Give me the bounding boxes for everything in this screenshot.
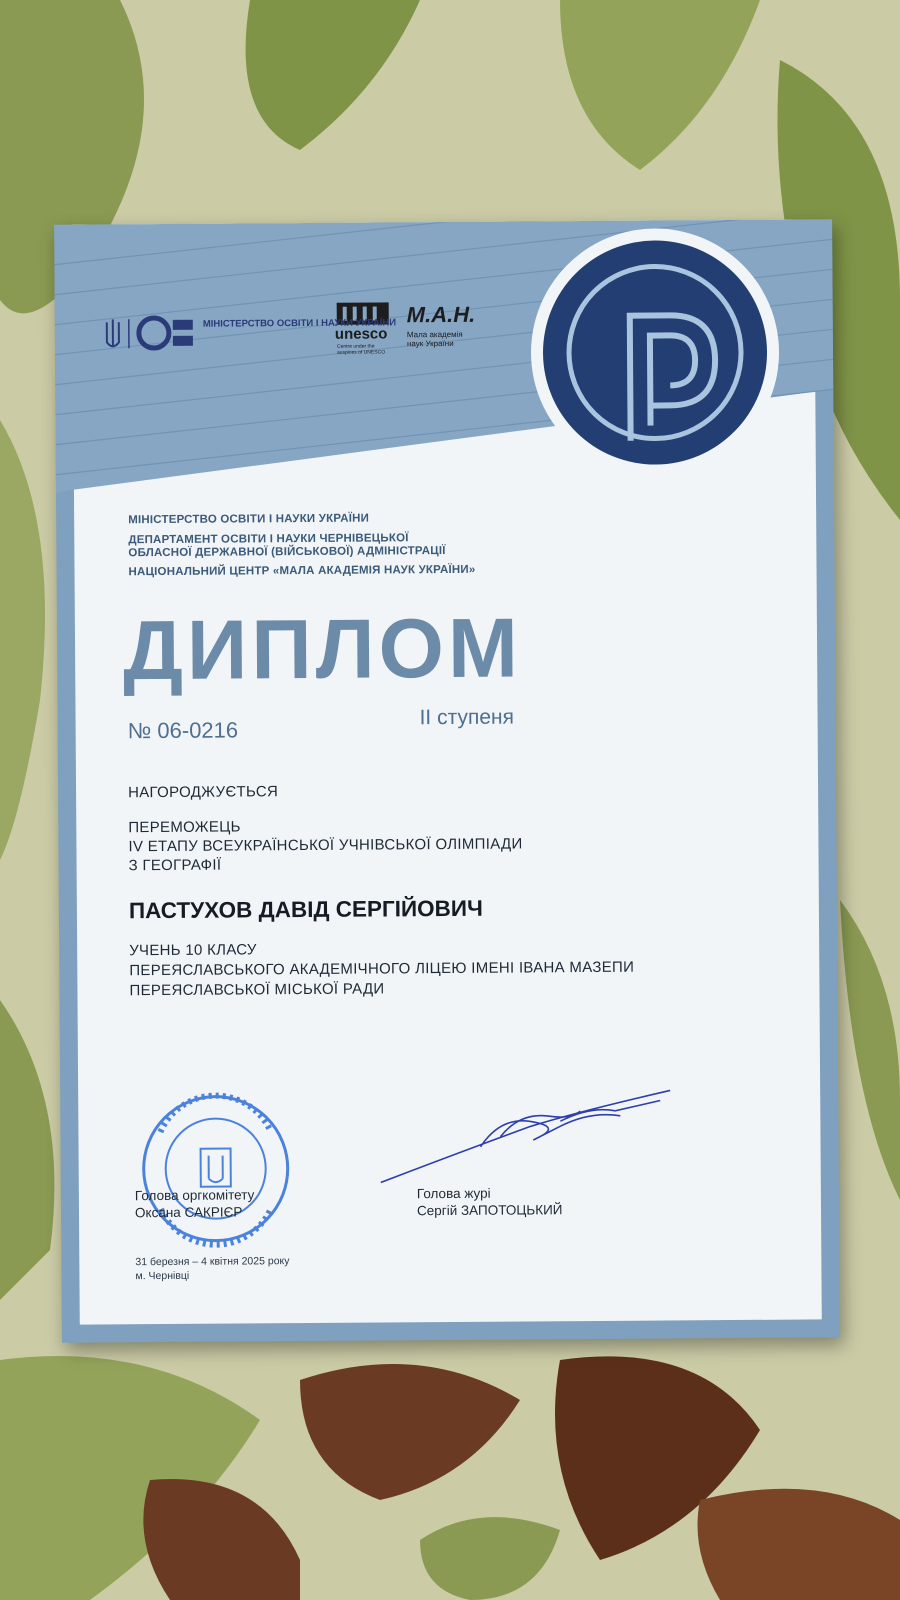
school-line-1: УЧЕНЬ 10 КЛАСУ [129, 941, 257, 960]
diploma-title: ДИПЛОМ [122, 600, 523, 698]
ministry-logo-text: МІНІСТЕРСТВО ОСВІТИ І НАУКИ УКРАЇНИ [202, 317, 397, 330]
achievement-line-3: З ГЕОГРАФІЇ [128, 856, 222, 875]
jury-head-role: Голова журі [416, 1185, 491, 1202]
organizer-line-1: МІНІСТЕРСТВО ОСВІТИ І НАУКИ УКРАЇНИ [128, 512, 370, 527]
org-committee-head-role: Голова оргкомітету [134, 1187, 255, 1204]
diploma-document [54, 219, 840, 1342]
school-line-2: ПЕРЕЯСЛАВСЬКОГО АКАДЕМІЧНОГО ЛІЦЕЮ ІМЕНІ ІВАНА МАЗЕПИ [129, 958, 635, 980]
event-dates: 31 березня – 4 квітня 2025 року [135, 1255, 290, 1269]
diploma-degree: ІІ ступеня [419, 705, 515, 730]
diploma-number: № 06-0216 [127, 717, 239, 744]
jury-head-signature [380, 1090, 671, 1182]
man-logo-text: М.А.Н. [406, 301, 476, 328]
olympiad-emblem [530, 228, 780, 478]
unesco-logo-text: unesco [334, 325, 388, 343]
achievement-line-2: IV ЕТАПУ ВСЕУКРАЇНСЬКОЇ УЧНІВСЬКОЇ ОЛІМПІАДИ [128, 835, 523, 856]
school-line-3: ПЕРЕЯСЛАВСЬКОЇ МІСЬКОЇ РАДИ [129, 980, 385, 1000]
event-city: м. Чернівці [135, 1269, 190, 1283]
jury-head-name: Сергій ЗАПОТОЦЬКИЙ [416, 1202, 563, 1219]
awarded-label: НАГОРОДЖУЄТЬСЯ [128, 783, 279, 802]
unesco-sub-text: Centre under the auspices of UNESCO [336, 343, 386, 356]
man-sub-text: Мала академія наук України [406, 329, 463, 349]
diploma-graphics [54, 219, 840, 1342]
organizer-line-3: ОБЛАСНОЇ ДЕРЖАВНОЇ (ВІЙСЬКОВОЇ) АДМІНІСТРАЦІЇ [128, 545, 446, 560]
organizer-line-2: ДЕПАРТАМЕНТ ОСВІТИ І НАУКИ ЧЕРНІВЕЦЬКОЇ [128, 532, 409, 547]
achievement-line-1: ПЕРЕМОЖЕЦЬ [128, 818, 241, 837]
organizer-line-4: НАЦІОНАЛЬНИЙ ЦЕНТР «МАЛА АКАДЕМІЯ НАУК УКРАЇНИ» [128, 563, 476, 579]
org-committee-head-name: Оксана САКРІЄР [134, 1204, 243, 1221]
recipient-name: ПАСТУХОВ ДАВІД СЕРГІЙОВИЧ [128, 895, 483, 924]
official-stamp [143, 1095, 288, 1245]
